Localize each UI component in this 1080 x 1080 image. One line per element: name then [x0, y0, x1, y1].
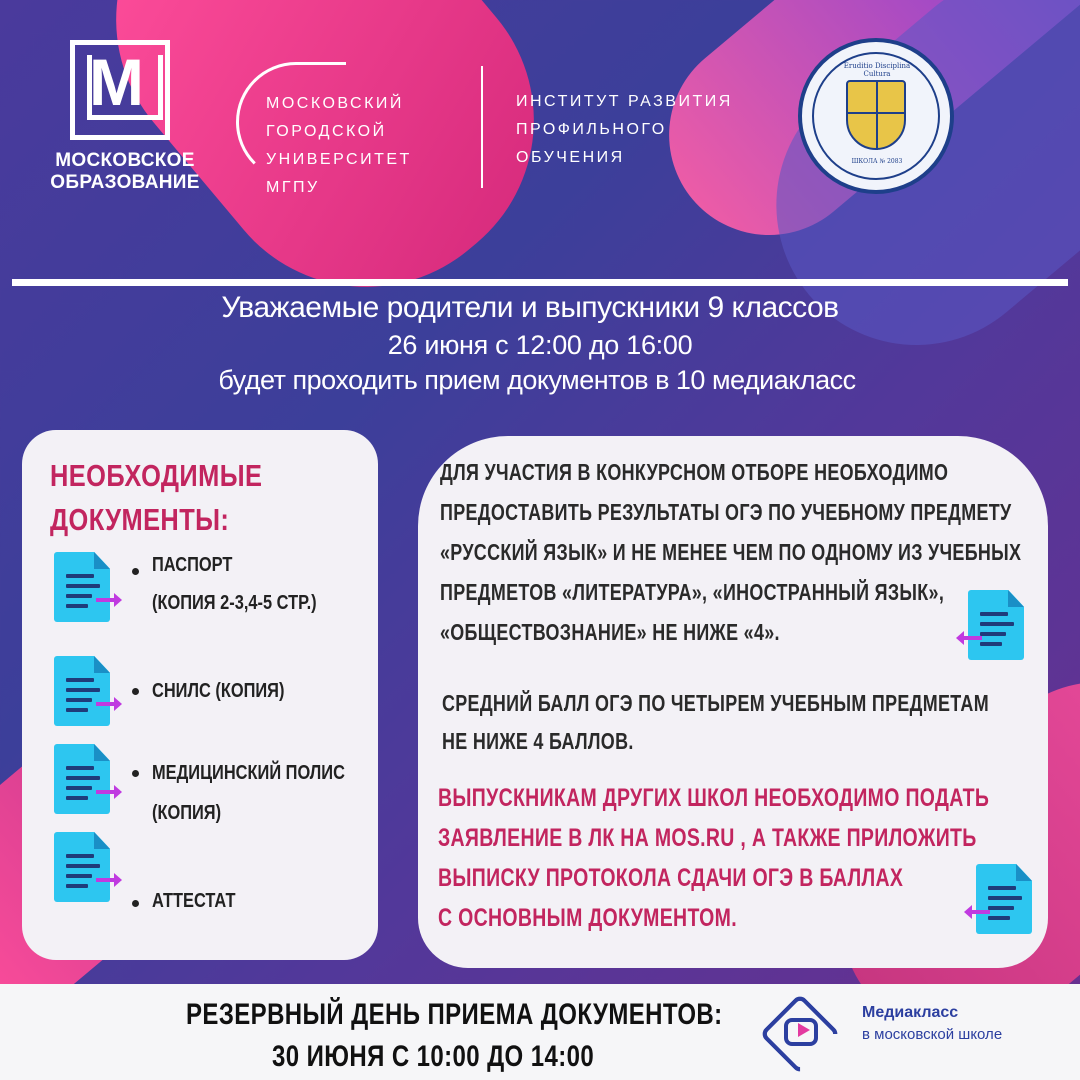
- documents-title-line1: НЕОБХОДИМЫЕ: [50, 458, 263, 493]
- moscow-education-logo: [50, 40, 200, 194]
- mediaclass-title: Медиакласс: [862, 1004, 959, 1021]
- document-arrow-icon: [966, 590, 1034, 664]
- document-arrow-icon: [52, 656, 120, 730]
- bullet: [132, 688, 139, 695]
- requirements-line: С ОСНОВНЫМ ДОКУМЕНТОМ.: [438, 904, 737, 932]
- bullet: [132, 770, 139, 777]
- document-item-line1: ПАСПОРТ: [152, 554, 233, 576]
- requirements-line: НЕ НИЖЕ 4 БАЛЛОВ.: [442, 728, 634, 754]
- document-item-line2: (КОПИЯ 2-3,4-5 СТР.): [152, 592, 317, 614]
- moscow-education-mark-icon: [70, 40, 170, 140]
- document-item-line1: СНИЛС (КОПИЯ): [152, 680, 285, 702]
- mgpu-line1: МОСКОВСКИЙ: [266, 95, 404, 112]
- requirements-line: ПРЕДОСТАВИТЬ РЕЗУЛЬТАТЫ ОГЭ ПО УЧЕБНОМУ ПРЕДМЕТУ: [440, 499, 1012, 525]
- seal-shield-icon: [846, 80, 906, 150]
- requirements-line: ВЫПУСКНИКАМ ДРУГИХ ШКОЛ НЕОБХОДИМО ПОДАТЬ: [438, 784, 990, 812]
- announcement: [0, 288, 1080, 398]
- announcement-line3: будет проходить прием документов в 10 медиакласс: [218, 365, 856, 395]
- requirements-line: ВЫПИСКУ ПРОТОКОЛА СДАЧИ ОГЭ В БАЛЛАХ: [438, 864, 904, 892]
- announcement-line1: Уважаемые родители и выпускники 9 классов: [221, 291, 839, 324]
- header: [0, 0, 1080, 270]
- requirements-card: [418, 436, 1048, 968]
- mgpu-line3: УНИВЕРСИТЕТ: [266, 151, 412, 168]
- mediaclass-logo-icon: [762, 994, 842, 1074]
- mgpu-line2: ГОРОДСКОЙ: [266, 123, 387, 140]
- document-item-line2: (КОПИЯ): [152, 802, 222, 824]
- document-arrow-icon: [974, 864, 1042, 938]
- documents-card: [22, 430, 378, 960]
- document-arrow-icon: [52, 832, 120, 906]
- requirements-line: ДЛЯ УЧАСТИЯ В КОНКУРСНОМ ОТБОРЕ НЕОБХОДИМО: [440, 459, 949, 485]
- bullet: [132, 568, 139, 575]
- documents-title-line2: ДОКУМЕНТЫ:: [50, 502, 230, 537]
- document-arrow-icon: [52, 744, 120, 818]
- documents-title: [50, 454, 262, 542]
- document-item-line1: МЕДИЦИНСКИЙ ПОЛИС: [152, 762, 345, 784]
- document-item-line1: АТТЕСТАТ: [152, 890, 236, 912]
- horizontal-divider: [12, 279, 1068, 286]
- requirements-line: СРЕДНИЙ БАЛЛ ОГЭ ПО ЧЕТЫРЕМ УЧЕБНЫМ ПРЕДМЕТАМ: [442, 690, 989, 716]
- document-arrow-icon: [52, 552, 120, 626]
- mediaclass-subtitle: в московской школе: [862, 1026, 1003, 1043]
- logo-mo-line2: ОБРАЗОВАНИЕ: [50, 172, 200, 193]
- institute-line3: ОБУЧЕНИЯ: [516, 149, 625, 166]
- announcement-line2: 26 июня с 12:00 до 16:00: [387, 330, 693, 360]
- reserve-day-time: 30 ИЮНЯ С 10:00 ДО 14:00: [272, 1040, 595, 1073]
- requirements-paragraph-3: [438, 778, 989, 938]
- header-divider: [481, 66, 483, 188]
- requirements-line: «ОБЩЕСТВОЗНАНИЕ» НЕ НИЖЕ «4».: [440, 619, 780, 645]
- institute-line2: ПРОФИЛЬНОГО: [516, 121, 667, 138]
- bullet: [132, 900, 139, 907]
- school-seal: [798, 38, 954, 194]
- footer: [0, 984, 1080, 1080]
- requirements-line: ЗАЯВЛЕНИЕ В ЛК НА MOS.RU , А ТАКЖЕ ПРИЛОЖИТЬ: [438, 824, 977, 852]
- seal-school: ШКОЛА № 2083: [851, 158, 903, 165]
- logo-mo-line1: МОСКОВСКОЕ: [55, 150, 195, 171]
- requirements-line: ПРЕДМЕТОВ «ЛИТЕРАТУРА», «ИНОСТРАННЫЙ ЯЗЫК»,: [440, 579, 945, 605]
- requirements-paragraph-2: [442, 684, 989, 760]
- reserve-day-title: РЕЗЕРВНЫЙ ДЕНЬ ПРИЕМА ДОКУМЕНТОВ:: [186, 998, 723, 1031]
- seal-motto: Eruditio Disciplina Cultura: [843, 62, 911, 78]
- requirements-line: «РУССКИЙ ЯЗЫК» И НЕ МЕНЕЕ ЧЕМ ПО ОДНОМУ ИЗ УЧЕБНЫХ: [440, 539, 1022, 565]
- mgpu-line4: МГПУ: [266, 179, 320, 196]
- institute-name: [516, 88, 733, 172]
- institute-line1: ИНСТИТУТ РАЗВИТИЯ: [516, 93, 733, 110]
